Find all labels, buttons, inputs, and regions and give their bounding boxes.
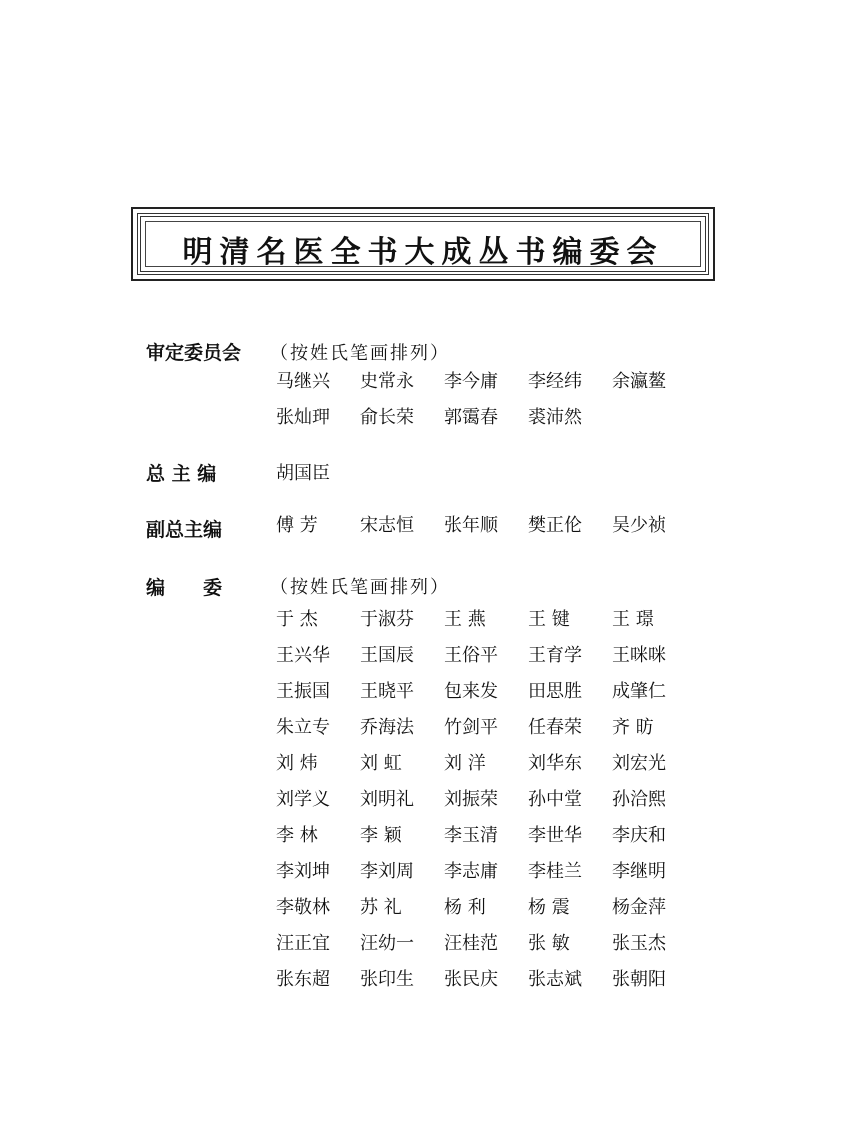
member-name: 马继兴	[276, 371, 330, 392]
member-name: 孙洽熙	[612, 789, 666, 810]
member-name: 张东超	[276, 969, 330, 990]
review-committee-names	[276, 362, 696, 434]
member-name: 于淑芬	[360, 609, 414, 630]
member-name: 傅 芳	[276, 515, 318, 536]
name-row	[276, 780, 696, 816]
member-name: 杨 利	[444, 897, 486, 918]
member-name: 刘振荣	[444, 789, 498, 810]
member-name: 李继明	[612, 861, 666, 882]
member-name: 刘明礼	[360, 789, 414, 810]
review-committee-label: 审定委员会	[146, 342, 242, 364]
member-name: 李经纬	[528, 371, 582, 392]
name-row	[276, 852, 696, 888]
member-name: 苏 礼	[360, 897, 402, 918]
member-name: 王咪咪	[612, 645, 666, 666]
member-name: 张 敏	[528, 933, 570, 954]
name-row	[276, 398, 696, 434]
member-name: 齐 昉	[612, 717, 654, 738]
member-name: 李刘周	[360, 861, 414, 882]
member-name: 余瀛鳌	[612, 371, 666, 392]
name-row	[276, 506, 696, 542]
member-name: 乔海法	[360, 717, 414, 738]
member-name: 刘 虹	[360, 753, 402, 774]
member-name: 裘沛然	[528, 407, 582, 428]
member-name: 田思胜	[528, 681, 582, 702]
page-title: 明清名医全书大成丛书编委会	[182, 235, 664, 270]
member-name: 樊正伦	[528, 515, 582, 536]
member-name: 王 燕	[444, 609, 486, 630]
member-name: 王育学	[528, 645, 582, 666]
title-banner	[131, 207, 715, 281]
member-name: 汪正宜	[276, 933, 330, 954]
member-name: 李 林	[276, 825, 318, 846]
member-name: 张玉杰	[612, 933, 666, 954]
member-name: 杨金萍	[612, 897, 666, 918]
member-name: 宋志恒	[360, 515, 414, 536]
name-row	[276, 960, 696, 996]
member-name: 刘 炜	[276, 753, 318, 774]
name-row	[276, 888, 696, 924]
member-name: 李 颖	[360, 825, 402, 846]
deputy-chief-editor-names	[276, 506, 696, 542]
member-name: 李玉清	[444, 825, 498, 846]
review-committee-note: （按姓氏笔画排列）	[270, 343, 450, 364]
member-name: 张年顺	[444, 515, 498, 536]
member-name: 包来发	[444, 681, 498, 702]
member-name: 王兴华	[276, 645, 330, 666]
member-name: 李桂兰	[528, 861, 582, 882]
name-row	[276, 816, 696, 852]
member-name: 王 璟	[612, 609, 654, 630]
chief-editor-label: 总 主 编	[146, 463, 217, 485]
name-row	[276, 672, 696, 708]
name-row	[276, 600, 696, 636]
member-name: 汪桂范	[444, 933, 498, 954]
member-name: 杨 震	[528, 897, 570, 918]
name-row	[276, 924, 696, 960]
member-name: 李志庸	[444, 861, 498, 882]
editorial-committee-label: 编 委	[146, 577, 223, 599]
member-name: 李庆和	[612, 825, 666, 846]
member-name: 李世华	[528, 825, 582, 846]
member-name: 张灿玾	[276, 407, 330, 428]
member-name: 刘学义	[276, 789, 330, 810]
member-name: 王国辰	[360, 645, 414, 666]
member-name: 吴少祯	[612, 515, 666, 536]
member-name: 李刘坤	[276, 861, 330, 882]
member-name: 竹剑平	[444, 717, 498, 738]
member-name: 王俗平	[444, 645, 498, 666]
name-row	[276, 362, 696, 398]
member-name: 成肇仁	[612, 681, 666, 702]
editorial-committee-names	[276, 600, 696, 996]
member-name: 郭霭春	[444, 407, 498, 428]
member-name: 刘华东	[528, 753, 582, 774]
member-name: 孙中堂	[528, 789, 582, 810]
member-name: 刘宏光	[612, 753, 666, 774]
member-name: 王振国	[276, 681, 330, 702]
member-name: 王 键	[528, 609, 570, 630]
member-name: 张民庆	[444, 969, 498, 990]
member-name: 任春荣	[528, 717, 582, 738]
name-row	[276, 744, 696, 780]
member-name: 王晓平	[360, 681, 414, 702]
member-name: 李敬林	[276, 897, 330, 918]
member-name: 于 杰	[276, 609, 318, 630]
member-name: 张朝阳	[612, 969, 666, 990]
editorial-committee-note: （按姓氏笔画排列）	[270, 577, 450, 598]
member-name: 俞长荣	[360, 407, 414, 428]
member-name: 张志斌	[528, 969, 582, 990]
member-name: 李今庸	[444, 371, 498, 392]
name-row	[276, 636, 696, 672]
name-row	[276, 708, 696, 744]
member-name: 汪幼一	[360, 933, 414, 954]
member-name: 刘 洋	[444, 753, 486, 774]
member-name: 张印生	[360, 969, 414, 990]
deputy-chief-editor-label: 副总主编	[146, 519, 223, 541]
member-name: 朱立专	[276, 717, 330, 738]
chief-editor-name: 胡国臣	[276, 463, 330, 484]
member-name: 史常永	[360, 371, 414, 392]
